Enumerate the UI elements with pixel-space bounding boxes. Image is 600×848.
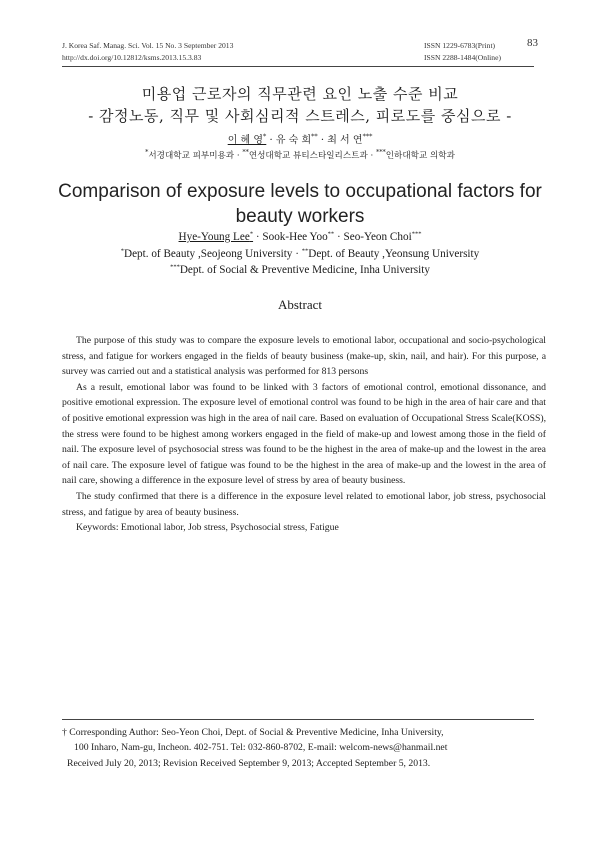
english-affiliation-3: Dept. of Social & Preventive Medicine, Inha University [179,264,430,276]
footnote-rule [62,719,534,720]
issn-print: ISSN 1229-6783(Print) [424,41,496,50]
footnote-dates: Received July 20, 2013; Revision Received September 9, 2013; Accepted September 5, 2013. [67,757,431,769]
korean-affiliations: *서경대학교 피부미용과 · **연성대학교 뷰티스타일리스트과 · ***인하대학교 의학과 [145,148,455,161]
abstract-paragraph-3: The study confirmed that there is a difference in the exposure level related to emotional labor, job stress, psychosocial stress, and fatigue by area of beauty business. [62,490,546,518]
english-affiliations-line2: ***Dept. of Social & Preventive Medicine, Inha University [170,263,430,276]
footnote-dagger: † [62,727,67,738]
korean-author-1: 이 혜 영 [227,135,264,146]
header-right [424,40,501,63]
issn-online: ISSN 2288-1484(Online) [424,52,501,62]
english-affiliation-2: Dept. of Beauty ,Yeonsung University [308,248,480,260]
footnote-corresponding-author: Corresponding Author: Seo-Yeon Choi, Dept. of Social & Preventive Medicine, Inha University, [66,727,444,738]
keywords: Keywords: Emotional labor, Job stress, Psychosocial stress, Fatigue [76,522,339,534]
abstract-paragraph-2: As a result, emotional labor was found to be linked with 3 factors of emotional control, emotional dissonance, and positive emotional expression. The exposure level of emotional control was found to be high in the area of hair care and that of positive emotional expression was high in the area of nail care. Based on evaluation of Occupational Stress Scale(KOSS), the stress were found to be highest among workers engaged in the field of make-up and lowest among those in the field of nail. The exposure level of psychosocial stress was found to be the highest in the area of make-up and the lowest in the area of nail care. The exposure level of fatigue was found to be the highest in the area of make-up and the lowest in the area of nail care, showing a difference in the exposure level of stress by area of beauty business. [62,381,546,487]
header-left [62,40,233,63]
english-title-line1: Comparison of exposure levels to occupational factors for [58,181,542,202]
english-authors: Hye-Young Lee* · Sook-Hee Yoo** · Seo-Yeon Choi*** [178,230,422,243]
korean-affiliation-1: 서경대학교 피부미용과 [148,151,235,161]
abstract-heading: Abstract [277,297,323,312]
korean-author-2: 유 숙 희 [275,135,312,146]
korean-affiliation-3: 인하대학교 의학과 [385,151,455,161]
english-author-1: Hye-Young Lee [178,231,250,243]
english-title-line2: beauty workers [235,206,365,227]
doi-link[interactable]: http://dx.doi.org/10.12812/ksms.2013.15.3.83 [62,52,202,62]
korean-affiliation-2: 연성대학교 뷰티스타일리스트과 [248,151,368,161]
english-affiliation-1: Dept. of Beauty ,Seojeong University [124,248,293,260]
abstract-paragraph-1: The purpose of this study was to compare the exposure levels to emotional labor, occupational and socio-psychological stress, and fatigue for workers engaged in the fields of beauty business (make-up, skin, nail, and hair). For this purpose, a survey was carried out and a statistical analysis was performed for 813 persons [62,335,546,378]
english-affiliations-line1: *Dept. of Beauty ,Seojeong University · **Dept. of Beauty ,Yeonsung University [120,247,480,260]
korean-author-3: 최 서 연 [327,135,363,146]
header-rule [62,66,534,67]
english-author-2: Sook-Hee Yoo [262,231,328,243]
footnote [62,725,542,771]
korean-title-line2: - 감정노동, 직무 및 사회심리적 스트레스, 피로도를 중심으로 - [88,107,512,125]
page-number: 83 [527,37,538,49]
abstract-body [62,333,546,536]
journal-citation: J. Korea Saf. Manag. Sci. Vol. 15 No. 3 September 2013 [62,41,234,50]
korean-authors: 이 혜 영* · 유 숙 희** · 최 서 연*** [227,132,373,146]
footnote-address: 100 Inharo, Nam-gu, Incheon. 402-751. Tel: 032-860-8702, E-mail: welcom-news@hanmail.net [74,742,448,754]
korean-title-line1: 미용업 근로자의 직무관련 요인 노출 수준 비교 [141,85,459,103]
english-author-3: Seo-Yeon Choi [343,231,412,243]
